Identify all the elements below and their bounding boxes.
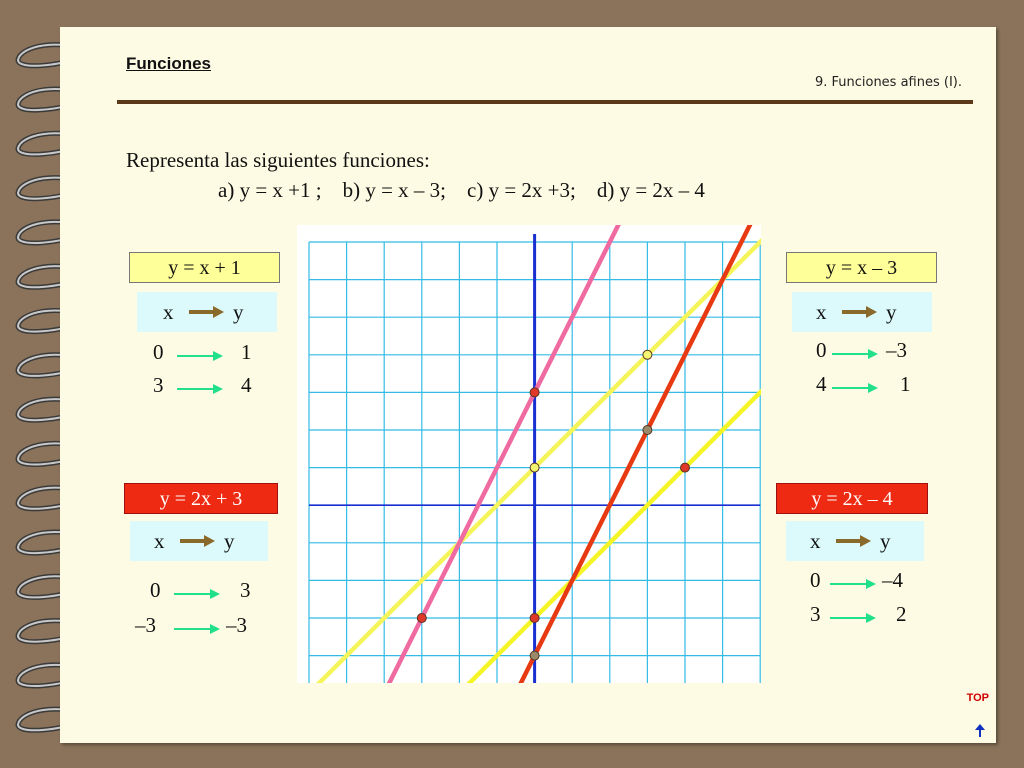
plotted-point [643, 350, 652, 359]
arrow-right-icon [842, 305, 878, 319]
table-c-row [130, 578, 270, 608]
table-b-row1-y: –3 [886, 338, 907, 362]
table-b-row2-x: 4 [816, 372, 827, 396]
arrow-right-icon [177, 383, 223, 395]
table-b-row [792, 372, 932, 402]
table-d-header [786, 521, 924, 561]
table-a-row2-y: 4 [241, 373, 252, 397]
plotted-point [530, 614, 539, 623]
lesson-title: 9. Funciones afines (I). [814, 75, 962, 90]
table-d-row [786, 568, 926, 598]
coordinate-graph [297, 225, 761, 683]
graph-background [297, 225, 761, 683]
arrow-right-icon [174, 588, 220, 600]
table-d-row1-y: –4 [882, 568, 903, 592]
table-c-row1-x: 0 [150, 578, 161, 602]
table-b-header [792, 292, 932, 332]
table-a-row2-x: 3 [153, 373, 164, 397]
table-c-row [130, 613, 270, 643]
table-c-y-heading: y [224, 529, 235, 553]
arrow-right-icon [832, 382, 878, 394]
plotted-point [681, 463, 690, 472]
table-d-row2-y: 2 [896, 602, 907, 626]
table-d-y-heading: y [880, 529, 891, 553]
arrow-up-icon[interactable] [975, 724, 985, 738]
arrow-right-icon [832, 348, 878, 360]
notebook-page [60, 27, 996, 743]
plotted-point [417, 614, 426, 623]
plotted-point [530, 388, 539, 397]
arrow-right-icon [830, 612, 876, 624]
table-b-row1-x: 0 [816, 338, 827, 362]
table-a-row [137, 373, 277, 403]
table-a-x-heading: x [163, 300, 174, 324]
table-c-row1-y: 3 [240, 578, 251, 602]
table-d-x-heading: x [810, 529, 821, 553]
table-a-y-heading: y [233, 300, 244, 324]
table-a-row1-x: 0 [153, 340, 164, 364]
subject-title: Funciones [126, 54, 212, 73]
arrow-right-icon [180, 534, 216, 548]
exercise-prompt: Representa las siguientes funciones: [126, 148, 430, 172]
table-c-row2-x: –3 [135, 613, 156, 637]
function-a-label: y = x + 1 [129, 252, 280, 283]
table-c-x-heading: x [154, 529, 165, 553]
header-divider [117, 100, 973, 104]
table-b-row2-y: 1 [900, 372, 911, 396]
top-link[interactable]: TOP [966, 692, 989, 704]
arrow-right-icon [836, 534, 872, 548]
arrow-right-icon [830, 578, 876, 590]
table-c-row2-y: –3 [226, 613, 247, 637]
arrow-right-icon [189, 305, 225, 319]
exercise-functions: a) y = x +1 ; b) y = x – 3; c) y = 2x +3; d) y = 2x – 4 [218, 178, 705, 202]
plotted-point [530, 651, 539, 660]
table-d-row1-x: 0 [810, 568, 821, 592]
arrow-right-icon [177, 350, 223, 362]
plotted-point [530, 463, 539, 472]
table-b-x-heading: x [816, 300, 827, 324]
function-d-label: y = 2x – 4 [776, 483, 928, 514]
function-c-label: y = 2x + 3 [124, 483, 278, 514]
arrow-right-icon [174, 623, 220, 635]
plotted-point [643, 426, 652, 435]
table-b-row [792, 338, 932, 368]
table-c-header [130, 521, 268, 561]
table-d-row2-x: 3 [810, 602, 821, 626]
table-d-row [786, 602, 926, 632]
table-a-header [137, 292, 277, 332]
table-a-row1-y: 1 [241, 340, 252, 364]
table-b-y-heading: y [886, 300, 897, 324]
table-a-row [137, 340, 277, 370]
function-b-label: y = x – 3 [786, 252, 937, 283]
